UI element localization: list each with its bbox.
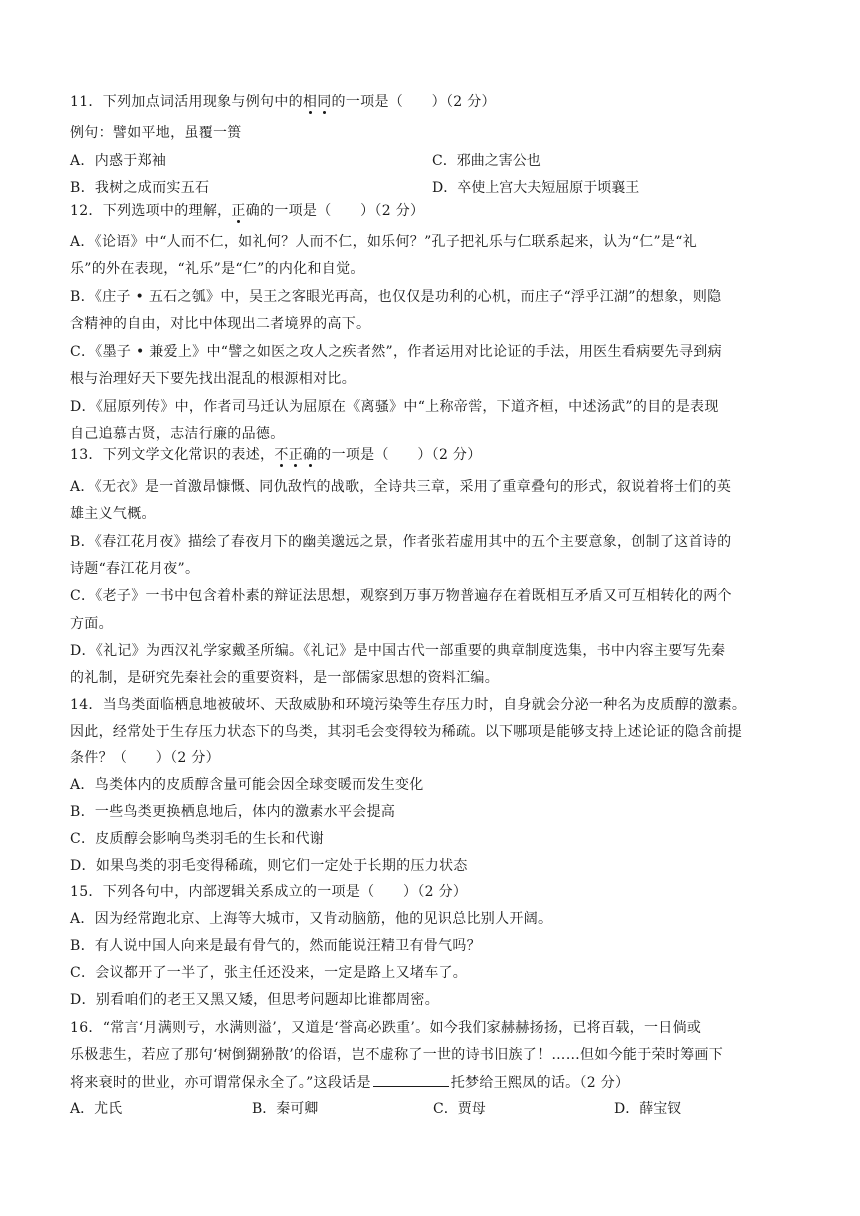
q16-line-text: 将来衰时的世业，亦可谓常保永全了。”这段话是 xyxy=(70,1075,371,1091)
q12-line: B．《庄子 • 五石之瓠》中，吴王之客眼光再高，也仅仅是功利的心机，而庄子“浮乎江湖”的想象，则隐 xyxy=(70,289,722,305)
emphasis-dot-char: 同 xyxy=(317,94,332,110)
q11-option-b: B．我树之成而实五石 xyxy=(70,180,210,196)
q12-line: C．《墨子 • 兼爱上》中“譬之如医之攻人之疾者然”，作者运用对比论证的手法，用医生看病要先寻到病 xyxy=(70,344,722,360)
q12-line: 自己追慕古贤，志洁行廉的品德。 xyxy=(70,426,285,442)
q12-line: 含精神的自由，对比中体现出二者境界的高下。 xyxy=(70,316,371,332)
q12-line: 乐”的外在表现，“礼乐”是“仁”的内化和自觉。 xyxy=(70,261,365,277)
q14-option-b: B．一些鸟类更换栖息地后，体内的激素水平会提高 xyxy=(70,804,396,820)
q13-stem-text: 的一项是（ ）（2 分） xyxy=(317,447,482,463)
q13-line: 诗题“春江花月夜”。 xyxy=(70,561,200,577)
q11-stem-text: 11．下列加点词活用现象与例句中的 xyxy=(70,94,303,110)
q12-line: 根与治理好天下要先找出混乱的根源相对比。 xyxy=(70,371,356,387)
q15-option-d: D．别看咱们的老王又黑又矮，但思考问题却比谁都周密。 xyxy=(70,992,440,1008)
emphasis-dot-char: 相 xyxy=(302,94,318,110)
q14-line: 因此，经常处于生存压力状态下的鸟类，其羽毛会变得较为稀疏。以下哪项是能够支持上述论证的隐含前提 xyxy=(70,724,743,740)
q16-option-b: B．秦可卿 xyxy=(252,1101,319,1117)
q14-option-a: A．鸟类体内的皮质醇含量可能会因全球变暖而发生变化 xyxy=(70,777,424,793)
q11-example: 例句：譬如平地，虽覆一篑 xyxy=(70,125,242,141)
q13-stem-text: 13．下列文学文化常识的表述， xyxy=(70,447,275,463)
q15-option-c: C．会议都开了一半了，张主任还没来，一定是路上又堵车了。 xyxy=(70,965,468,981)
q11-option-c: C．邪曲之害公也 xyxy=(432,153,541,169)
q16-line: 16．“常言‘月满则亏，水满则溢’，又道是‘誉高必跌重’。如今我们家赫赫扬扬，已将百载，一日倘或 xyxy=(70,1020,702,1036)
q16-line-text: 托梦给王熙凤的话。（2 分） xyxy=(450,1075,630,1091)
q14-option-c: C．皮质醇会影响鸟类羽毛的生长和代谢 xyxy=(70,831,325,847)
q13-stem xyxy=(70,445,482,467)
q14-option-d: D．如果鸟类的羽毛变得稀疏，则它们一定处于长期的压力状态 xyxy=(70,858,468,874)
q12-line: D．《屈原列传》中，作者司马迁认为屈原在《离骚》中“上称帝喾，下道齐桓，中述汤武”的目的是表现 xyxy=(70,399,719,415)
emphasis-dot-char: 正 xyxy=(288,447,303,463)
q16-line xyxy=(70,1072,629,1094)
q15-option-a: A．因为经常跑北京、上海等大城市，又肯动脑筋，他的见识总比别人开阔。 xyxy=(70,911,553,927)
q13-line: A．《无衣》是一首激昂慷慨、同仇敌忾的战歌，全诗共三章，采用了重章叠句的形式，叙说着将士们的英 xyxy=(70,479,732,495)
q11-stem-text: 的一项是（ ）（2 分） xyxy=(331,94,496,110)
q13-line: B．《春江花月夜》描绘了春夜月下的幽美邈远之景，作者张若虚用其中的五个主要意象，创制了这首诗的 xyxy=(70,534,732,550)
q16-line: 乐极悲生，若应了那句‘树倒猢狲散’的俗语，岂不虚称了一世的诗书旧族了！……但如今能于荣时筹画下 xyxy=(70,1047,723,1063)
q11-option-d: D．卒使上宫大夫短屈原于顷襄王 xyxy=(432,180,640,196)
answer-blank[interactable] xyxy=(373,1072,449,1087)
q13-line: C．《老子》一书中包含着朴素的辩证法思想，观察到万事万物普遍存在着既相互矛盾又可互相转化的两个 xyxy=(70,588,732,604)
q13-line: D．《礼记》为西汉礼学家戴圣所编。《礼记》是中国古代一部重要的典章制度选集，书中内容主要写先秦 xyxy=(70,643,726,659)
q11-stem xyxy=(70,92,496,114)
q14-line: 条件？（ ）（2 分） xyxy=(70,750,220,766)
q13-line: 雄主义气概。 xyxy=(70,506,156,522)
q13-line: 的礼制，是研究先秦社会的重要资料，是一部儒家思想的资料汇编。 xyxy=(70,670,499,686)
q15-option-b: B．有人说中国人向来是最有骨气的，然而能说汪精卫有骨气吗？ xyxy=(70,938,481,954)
emphasis-dot-char: 确 xyxy=(302,447,318,463)
emphasis-dot-char: 不 xyxy=(274,447,289,463)
q16-option-a: A．尤氏 xyxy=(70,1101,123,1117)
q13-line: 方面。 xyxy=(70,616,113,632)
q15-stem: 15．下列各句中，内部逻辑关系成立的一项是（ ）（2 分） xyxy=(70,884,468,900)
q14-line: 14．当鸟类面临栖息地被破坏、天敌威胁和环境污染等生存压力时，自身就会分泌一种名为皮质醇的激素。 xyxy=(70,697,747,713)
q11-option-a: A．内惑于郑袖 xyxy=(70,153,167,169)
q12-stem-text: 确的一项是（ ）（2 分） xyxy=(245,203,425,219)
q16-option-c: C．贾母 xyxy=(433,1101,486,1117)
q12-line: A．《论语》中“人而不仁，如礼何？人而不仁，如乐何？”孔子把礼乐与仁联系起来，认为“仁”是“礼 xyxy=(70,234,697,250)
emphasis-dot-char: 正 xyxy=(231,203,246,219)
q12-stem xyxy=(70,201,424,223)
q12-stem-text: 12．下列选项中的理解， xyxy=(70,203,232,219)
q16-option-d: D．薛宝钗 xyxy=(614,1101,682,1117)
